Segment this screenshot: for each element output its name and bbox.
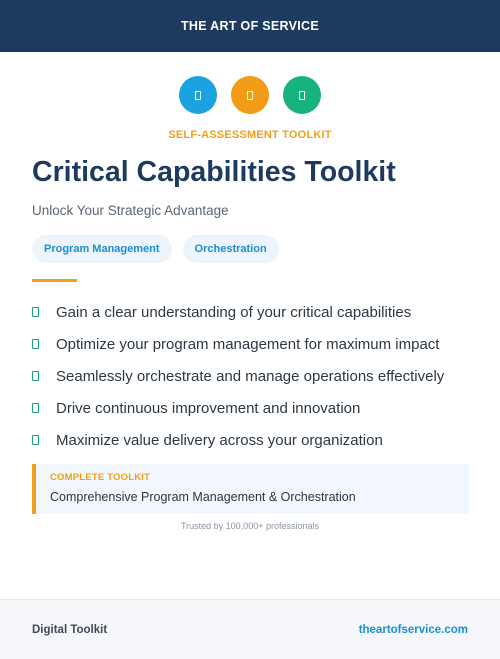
footer xyxy=(0,599,500,659)
callout-label: COMPLETE TOOLKIT xyxy=(50,472,151,483)
tag-list xyxy=(32,235,279,263)
checkbox-icon xyxy=(32,307,39,317)
list-item xyxy=(32,328,472,360)
toolkit-callout xyxy=(32,464,469,514)
benefit-text: Maximize value delivery across your organization xyxy=(56,431,383,449)
page-subtitle: Unlock Your Strategic Advantage xyxy=(32,203,229,218)
list-item xyxy=(32,392,472,424)
benefit-list xyxy=(32,296,472,456)
trust-note: Trusted by 100,000+ professionals xyxy=(180,521,319,531)
page-title: Critical Capabilities Toolkit xyxy=(32,156,396,188)
callout-text: Comprehensive Program Management & Orchestration xyxy=(50,490,356,504)
benefit-text: Seamlessly orchestrate and manage operations effectively xyxy=(56,367,445,385)
checkbox-icon xyxy=(32,403,39,413)
checkbox-icon xyxy=(32,435,39,445)
top-banner xyxy=(0,0,500,52)
checkbox-icon xyxy=(32,371,39,381)
tag-orchestration: Orchestration xyxy=(183,235,279,263)
document-icon xyxy=(179,76,217,114)
benefit-text: Drive continuous improvement and innovation xyxy=(56,399,361,417)
icon-row xyxy=(0,76,500,114)
accent-divider xyxy=(32,279,77,282)
chart-icon xyxy=(283,76,321,114)
footer-label: Digital Toolkit xyxy=(32,623,108,636)
benefit-text: Gain a clear understanding of your critical capabilities xyxy=(56,303,412,321)
list-item xyxy=(32,296,472,328)
list-item xyxy=(32,360,472,392)
benefit-text: Optimize your program management for maximum impact xyxy=(56,335,440,353)
list-item xyxy=(32,424,472,456)
brand-name: THE ART OF SERVICE xyxy=(180,19,320,33)
checkbox-icon xyxy=(32,339,39,349)
website-link[interactable]: theartofservice.com xyxy=(358,623,468,636)
tag-program-management: Program Management xyxy=(32,235,172,263)
toolkit-kicker: SELF-ASSESSMENT TOOLKIT xyxy=(168,129,332,141)
clipboard-icon xyxy=(231,76,269,114)
